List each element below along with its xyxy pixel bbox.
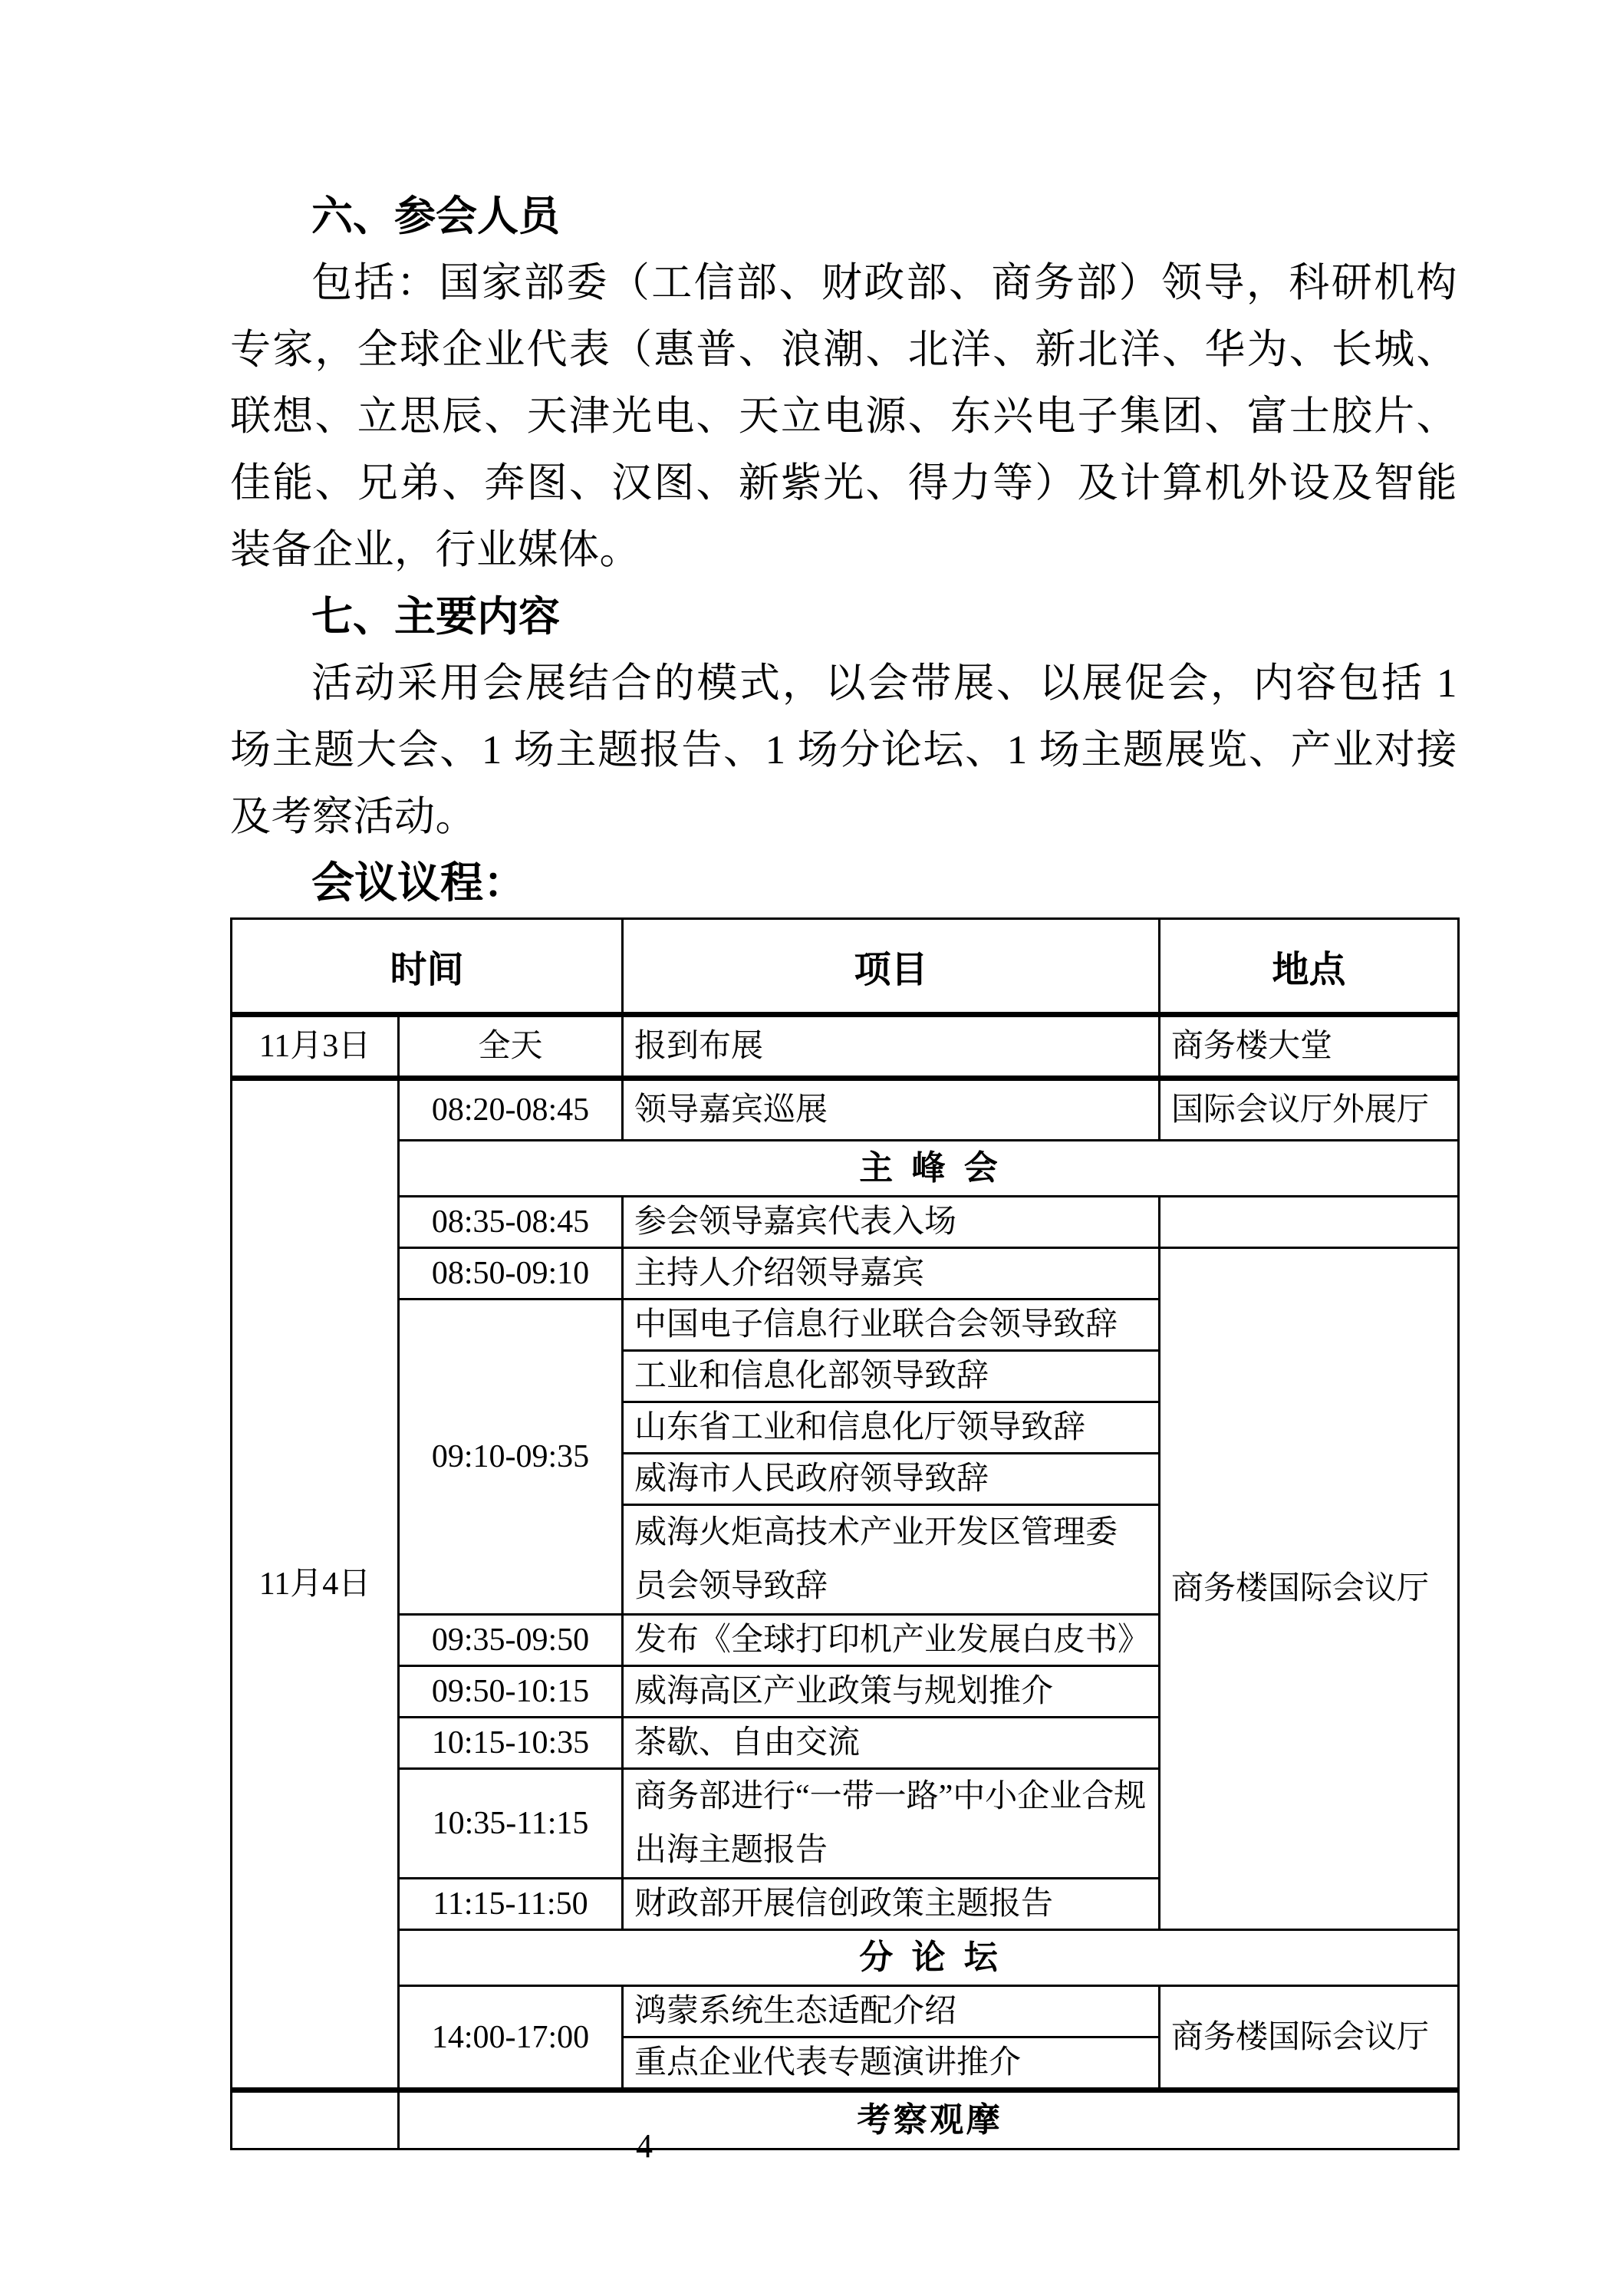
table-row	[232, 1986, 1459, 2037]
agenda-header-time: 时间	[232, 919, 623, 1015]
section-6-body: 包括：国家部委（工信部、财政部、商务部）领导，科研机构专家，全球企业代表（惠普、浪潮、北洋、新北洋、华为、长城、联想、立思辰、天津光电、天立电源、东兴电子集团、富士胶片、佳能、兄弟、奔图、汉图、新紫光、得力等）及计算机外设及智能装备企业，行业媒体。	[230, 261, 1457, 572]
location-cell: 商务楼大堂	[1160, 1015, 1459, 1079]
section-6-heading: 六、参会人员	[311, 193, 560, 239]
item-cell: 鸿蒙系统生态适配介绍	[623, 1986, 1160, 2037]
date-cell: 11月3日	[232, 1015, 399, 1079]
table-row	[232, 1197, 1459, 1248]
table-row	[232, 1248, 1459, 1300]
location-cell: 国际会议厅外展厅	[1160, 1079, 1459, 1141]
time-cell: 09:10-09:35	[399, 1300, 623, 1615]
item-cell: 山东省工业和信息化厅领导致辞	[623, 1402, 1160, 1454]
agenda-table-head	[232, 919, 1459, 1015]
item-cell: 重点企业代表专题演讲推介	[623, 2037, 1160, 2090]
time-cell: 11:15-11:50	[399, 1879, 623, 1930]
item-cell: 主持人介绍领导嘉宾	[623, 1248, 1160, 1300]
date-cell	[232, 2090, 399, 2149]
time-cell: 10:35-11:15	[399, 1769, 623, 1879]
item-cell: 茶歇、自由交流	[623, 1718, 1160, 1769]
section-7-body: 活动采用会展结合的模式，以会带展、以展促会，内容包括 1 场主题大会、1 场主题报告、1 场分论坛、1 场主题展览、产业对接及考察活动。	[230, 661, 1457, 839]
item-cell: 领导嘉宾巡展	[623, 1079, 1160, 1141]
location-cell	[1160, 1197, 1459, 1248]
item-cell: 商务部进行“一带一路”中小企业合规出海主题报告	[623, 1769, 1160, 1879]
item-cell: 报到布展	[623, 1015, 1160, 1079]
agenda-label: 会议议程：	[311, 860, 526, 908]
item-cell: 发布《全球打印机产业发展白皮书》	[623, 1615, 1160, 1666]
date-cell: 11月4日	[232, 1079, 399, 2090]
location-cell: 商务楼国际会议厅	[1160, 1248, 1459, 1930]
table-row	[232, 1015, 1459, 1079]
table-row	[232, 2090, 1459, 2149]
time-cell: 14:00-17:00	[399, 1986, 623, 2090]
section-cell: 主峰会	[399, 1141, 1459, 1197]
table-row	[232, 1930, 1459, 1986]
item-cell: 威海火炬高技术产业开发区管理委员会领导致辞	[623, 1505, 1160, 1615]
agenda-table	[230, 917, 1460, 2150]
item-cell: 工业和信息化部领导致辞	[623, 1351, 1160, 1402]
agenda-table-body	[232, 1015, 1459, 2149]
section-cell: 考察观摩	[399, 2090, 1459, 2149]
time-cell: 10:15-10:35	[399, 1718, 623, 1769]
location-cell: 商务楼国际会议厅	[1160, 1986, 1459, 2090]
document-content	[230, 183, 1457, 2150]
item-cell: 财政部开展信创政策主题报告	[623, 1879, 1160, 1930]
item-cell: 威海市人民政府领导致辞	[623, 1454, 1160, 1505]
section-cell: 分论坛	[399, 1930, 1459, 1986]
time-cell: 08:35-08:45	[399, 1197, 623, 1248]
agenda-header-location: 地点	[1160, 919, 1459, 1015]
time-cell: 08:50-09:10	[399, 1248, 623, 1300]
table-row	[232, 1141, 1459, 1197]
table-row	[232, 1079, 1459, 1141]
item-cell: 参会领导嘉宾代表入场	[623, 1197, 1160, 1248]
item-cell: 中国电子信息行业联合会领导致辞	[623, 1300, 1160, 1351]
table-header-row	[232, 919, 1459, 1015]
section-7-heading: 七、主要内容	[311, 594, 560, 640]
time-cell: 09:50-10:15	[399, 1666, 623, 1718]
time-cell: 09:35-09:50	[399, 1615, 623, 1666]
time-cell: 08:20-08:45	[399, 1079, 623, 1141]
agenda-header-item: 项目	[623, 919, 1160, 1015]
page-number: 4	[636, 2127, 653, 2165]
item-cell: 威海高区产业政策与规划推介	[623, 1666, 1160, 1718]
time-cell: 全天	[399, 1015, 623, 1079]
